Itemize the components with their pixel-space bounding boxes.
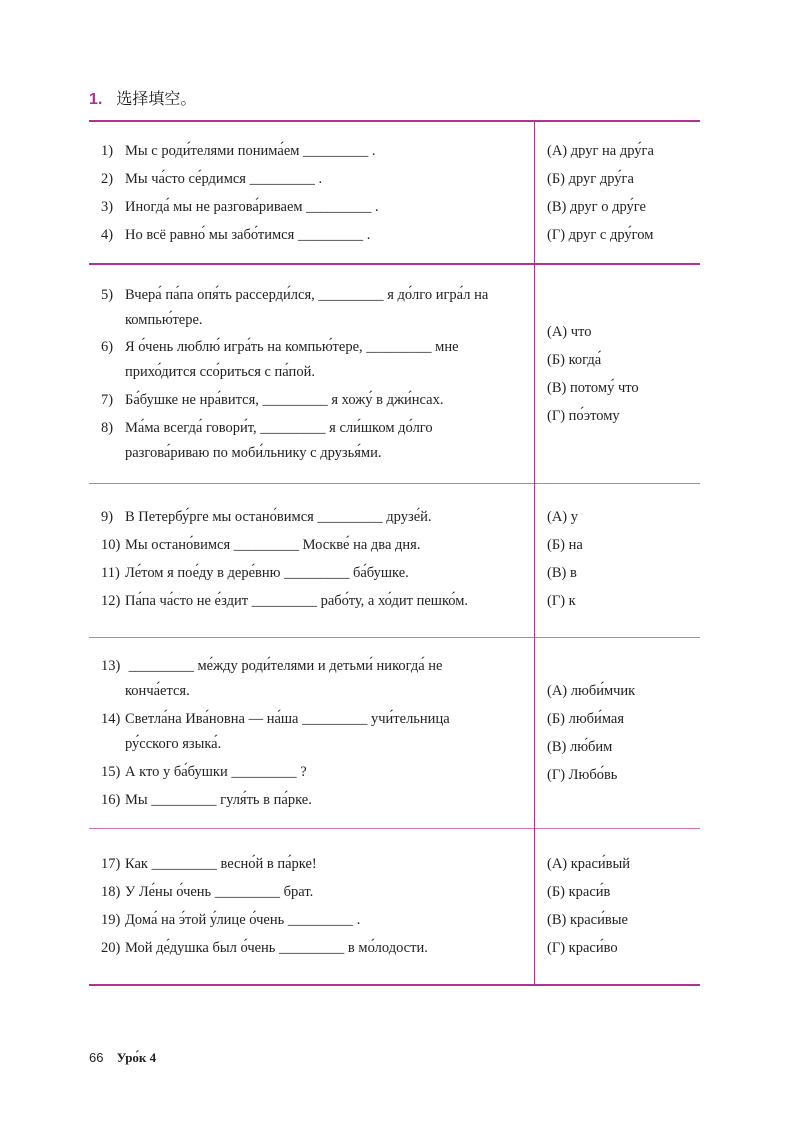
option-g: (Г) Любо́вь: [547, 767, 618, 783]
option-a: (А) у: [547, 509, 579, 525]
option-g: (Г) к: [547, 593, 576, 609]
page-footer: [89, 1050, 156, 1066]
page-number: 66: [89, 1050, 104, 1065]
question-3: 3) Иногда́ мы не разгова́риваем _________ .: [101, 199, 379, 215]
column-divider: [534, 121, 535, 986]
section-divider: [89, 828, 700, 829]
question-18: 18) У Ле́ны о́чень _________ брат.: [101, 884, 314, 900]
option-v: (В) краси́вые: [547, 912, 628, 928]
question-20: 20) Мой де́душка был о́чень _________ в мо́лодости.: [101, 940, 428, 956]
question-9: 9) В Петербу́рге мы остано́вимся _________ друзе́й.: [101, 509, 432, 525]
option-v: (В) лю́бим: [547, 739, 613, 755]
question-17: 17) Как _________ весно́й в па́рке!: [101, 856, 317, 872]
question-5: 5) Вчера́ па́па опя́ть рассерди́лся, _________ я до́лго игра́л на компью́тере.: [101, 287, 489, 328]
question-12: 12) Па́па ча́сто не е́здит _________ рабо́ту, а хо́дит пешко́м.: [101, 593, 469, 609]
lesson-label: Уро́к 4: [116, 1050, 157, 1065]
option-b: (Б) друг дру́га: [547, 171, 634, 187]
option-b: (Б) когда́: [547, 352, 602, 368]
exercise-title: [89, 86, 196, 109]
option-g: (Г) краси́во: [547, 940, 618, 956]
option-b: (Б) краси́в: [547, 884, 611, 900]
option-g: (Г) друг с дру́гом: [547, 227, 654, 243]
option-v: (В) друг о дру́ге: [547, 199, 646, 215]
question-16: 16) Мы _________ гуля́ть в па́рке.: [101, 792, 312, 808]
question-6: 6) Я о́чень люблю́ игра́ть на компью́тере, _________ мне прихо́дится ссо́риться с па́пой.: [101, 339, 459, 380]
exercise-instruction: 选择填空。: [116, 89, 197, 108]
question-19: 19) Дома́ на э́той у́лице о́чень _________ .: [101, 912, 361, 928]
question-2: 2) Мы ча́сто се́рдимся _________ .: [101, 171, 323, 187]
section-divider: [89, 637, 700, 638]
option-a: (А) краси́вый: [547, 856, 631, 872]
question-11: 11) Ле́том я пое́ду в дере́вню _________ ба́бушке.: [101, 565, 409, 581]
option-v: (В) в: [547, 565, 577, 581]
section-divider: [89, 263, 700, 265]
question-8: 8) Ма́ма всегда́ говори́т, _________ я сли́шком до́лго разгова́риваю по моби́льнику с друзья́ми.: [101, 420, 433, 461]
question-15: 15) А кто у ба́бушки _________ ?: [101, 764, 307, 780]
question-14: 14) Светла́на Ива́новна — на́ша _________ учи́тельница ру́сского языка́.: [101, 711, 450, 752]
table-bottom-border: [89, 984, 700, 986]
option-b: (Б) люби́мая: [547, 711, 624, 727]
question-4: 4) Но всё равно́ мы забо́тимся _________ .: [101, 227, 371, 243]
table-top-border: [89, 120, 700, 122]
option-a: (А) люби́мчик: [547, 683, 636, 699]
option-g: (Г) по́этому: [547, 408, 620, 424]
question-1: 1) Мы с роди́телями понима́ем _________ .: [101, 143, 376, 159]
option-v: (В) потому́ что: [547, 380, 639, 396]
option-a: (А) друг на дру́га: [547, 143, 654, 159]
option-b: (Б) на: [547, 537, 583, 553]
question-7: 7) Ба́бушке не нра́вится, _________ я хожу́ в джи́нсах.: [101, 392, 444, 408]
option-a: (А) что: [547, 324, 592, 340]
exercise-number: 1.: [89, 91, 103, 108]
section-divider: [89, 483, 700, 484]
question-10: 10) Мы остано́вимся _________ Москве́ на два дня.: [101, 537, 421, 553]
question-13: 13) _________ ме́жду роди́телями и детьми́ никогда́ не конча́ется.: [101, 658, 443, 699]
